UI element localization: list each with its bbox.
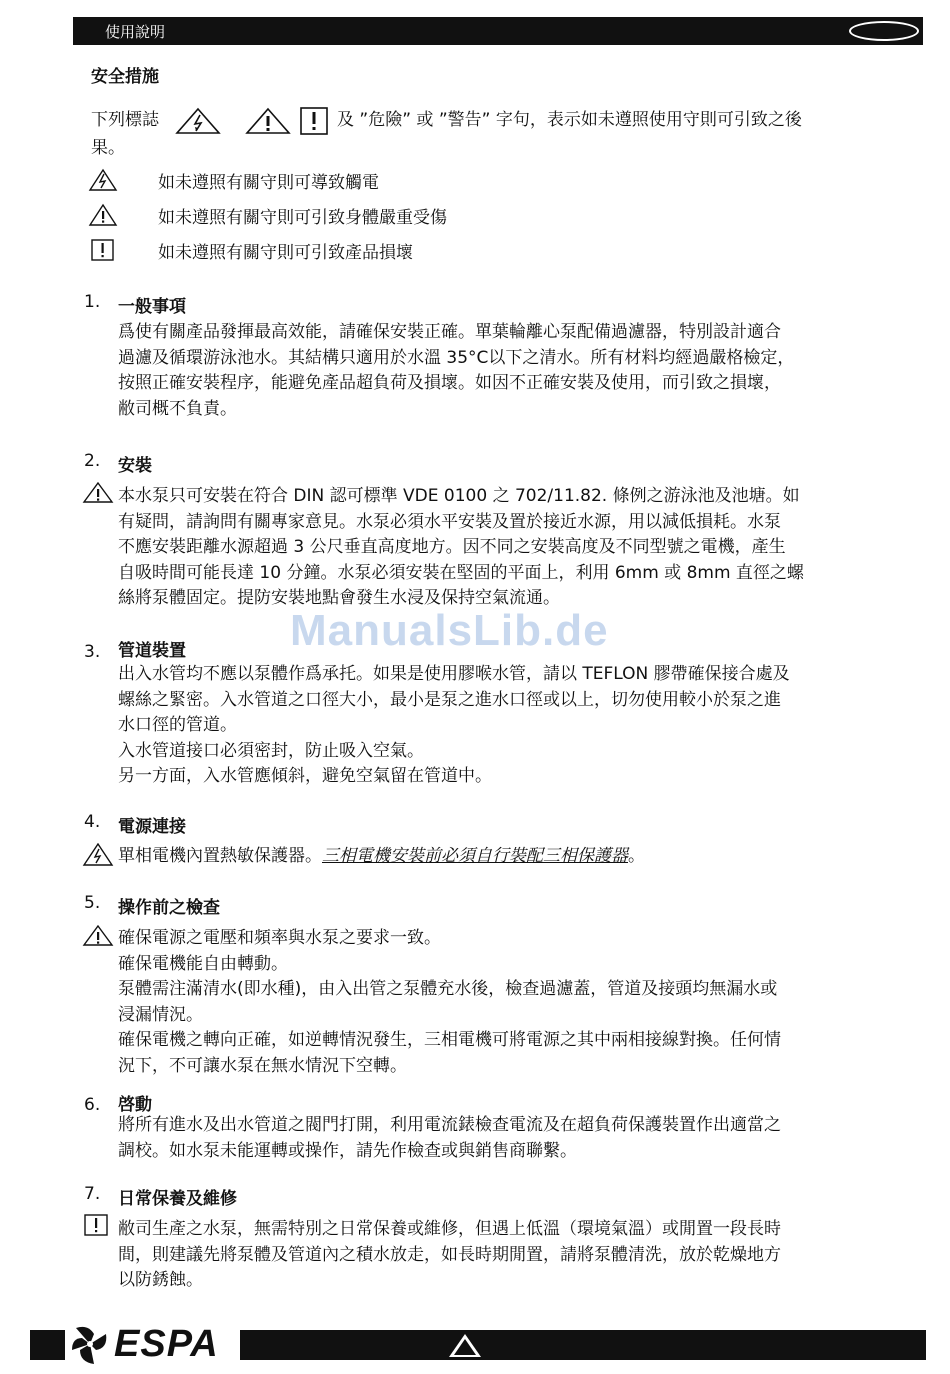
section-body-piping [118,662,896,790]
section-number: 1. [84,292,101,312]
symbol-label: 如未遵照有關守則可導致觸電 [158,172,379,193]
symbol-row-warning [88,203,447,228]
text-line: 本水泵只可安裝在符合 DIN 認可標準 VDE 0100 之 702/11.82. 條例之游泳池及池塘。如 [118,486,800,506]
text-line: 浸漏情況。 [118,1004,203,1025]
section-number: 7. [84,1184,101,1204]
section-title: 日常保養及維修 [118,1189,237,1209]
text-line: 按照正確安裝程序，能避免產品超負荷及損壞。如因不正確安裝及使用，而引致之損壞， [118,373,781,393]
section-number: 3. [84,642,101,662]
text-line: 確保電源之電壓和頻率與水泵之要求一致。 [118,928,441,948]
section-number: 4. [84,812,101,832]
text-line: 況下，不可讓水泵在無水情況下空轉。 [118,1055,407,1076]
section-body-general [118,320,896,422]
text-line: 泵體需注滿清水(即水種)，由入出管之泵體充水後，檢查過濾蓋，管道及接頭均無漏水或 [118,979,778,999]
section-body-installation [118,484,896,612]
warning-triangle-icon [82,482,114,504]
text-line: 螺絲之緊密。入水管道之口徑大小，最小是泵之進水口徑或以上，切勿使用較小於泵之進 [118,689,781,710]
warning-triangle-icon [88,203,118,227]
text-end: 。 [628,846,645,866]
section-body-precheck [118,926,896,1079]
header-title: 使用說明 [105,23,166,41]
warning-triangle-icon [82,925,114,947]
text-line: 水口徑的管道。 [118,715,237,735]
text-line: 另一方面，入水管應傾斜，避免空氣留在管道中。 [118,766,492,786]
section-title: 啓動 [118,1095,152,1115]
header-bar [73,17,923,45]
electric-hazard-icon [88,168,118,192]
safety-intro [91,106,891,162]
exclamation-box-icon [88,238,118,262]
watermark: ManualsLib.de [290,606,609,655]
section-title: 一般事項 [118,297,186,317]
section-number: 6. [84,1095,101,1115]
text-line: 調校。如水泵未能運轉或操作，請先作檢查或與銷售商聯繫。 [118,1140,577,1161]
section-number: 5. [84,893,101,913]
exclamation-box-icon [82,1213,110,1237]
text-line: 確保電機能自由轉動。 [118,953,288,974]
footer-left-block [30,1330,65,1360]
espa-pinwheel-icon [70,1320,110,1368]
text-line: 間，則建議先將泵體及管道內之積水放走，如長時期閒置，請將泵體清洗，放於乾燥地方 [118,1244,781,1265]
text-line: 敝司生產之水泵，無需特別之日常保養或維修，但遇上低溫（環境氣溫）或閒置一段長時 [118,1219,781,1239]
text-line: 將所有進水及出水管道之閥門打開，利用電流錶檢查電流及在超負荷保護裝置作出適當之 [118,1115,781,1135]
intro-prefix: 下列標誌 [91,110,159,131]
text-line: 確保電機之轉向正確，如逆轉情況發生，三相電機可將電源之其中兩相接線對換。任何情 [118,1030,781,1050]
section-title: 管道裝置 [118,641,186,661]
brand-logo [70,1320,219,1368]
brand-name: ESPA [114,1322,219,1365]
exclamation-box-icon [299,106,329,136]
intro-suffix: 及 ”危險” 或 ”警告” 字句，表示如未遵照使用守則可引致之後 [337,110,802,131]
text-line: 絲將泵體固定。提防安裝地點會發生水浸及保持空氣流通。 [118,588,560,608]
section-title: 電源連接 [118,817,186,837]
text-line: 自吸時間可能長達 10 分鐘。水泵必須安裝在堅固的平面上，利用 6mm 或 8mm 直徑之螺 [118,562,804,583]
text-line: 入水管道接口必須密封，防止吸入空氣。 [118,740,424,761]
symbol-row-electric [88,168,379,193]
text-plain: 單相電機內置熱敏保護器。 [118,846,322,866]
text-line: 以防銹蝕。 [118,1270,203,1290]
text-line: 出入水管均不應以泵體作爲承托。如果是使用膠喉水管，請以 TEFLON 膠帶確保接合處及 [118,664,790,684]
electric-hazard-icon [175,107,221,135]
electric-hazard-icon [82,843,114,867]
warning-triangle-icon [245,107,291,135]
text-line: 不應安裝距離水源超過 3 公尺垂直高度地方。因不同之安裝高度及不同型號之電機，產生 [118,537,786,557]
section-body-startup [118,1113,896,1164]
symbol-row-damage [88,238,413,263]
intro-line2: 果。 [91,138,125,158]
text-line: 爲使有關產品發揮最高效能，請確保安裝正確。單葉輪離心泵配備過濾器，特別設計適合 [118,322,781,342]
section-title: 操作前之檢查 [118,898,220,918]
text-line: 有疑問，請詢問有關專家意見。水泵必須水平安裝及置於接近水源，用以減低損耗。水泵 [118,511,781,532]
text-line: 敝司概不負責。 [118,398,237,419]
up-arrow-icon [443,1330,487,1360]
footer-bar [240,1330,926,1360]
section-body-maintenance [118,1217,896,1294]
text-line: 過濾及循環游泳池水。其結構只適用於水溫 35°C以下之清水。所有材料均經過嚴格檢定， [118,347,795,368]
text-underlined: 三相電機安裝前必須自行裝配三相保護器 [322,846,628,866]
section-number: 2. [84,451,101,471]
page-number-oval [849,21,919,41]
section-body-power [118,844,896,870]
section-title: 安裝 [118,456,152,476]
symbol-label: 如未遵照有關守則可引致產品損壞 [158,242,413,263]
symbol-label: 如未遵照有關守則可引致身體嚴重受傷 [158,207,447,228]
safety-title: 安全措施 [91,67,159,87]
